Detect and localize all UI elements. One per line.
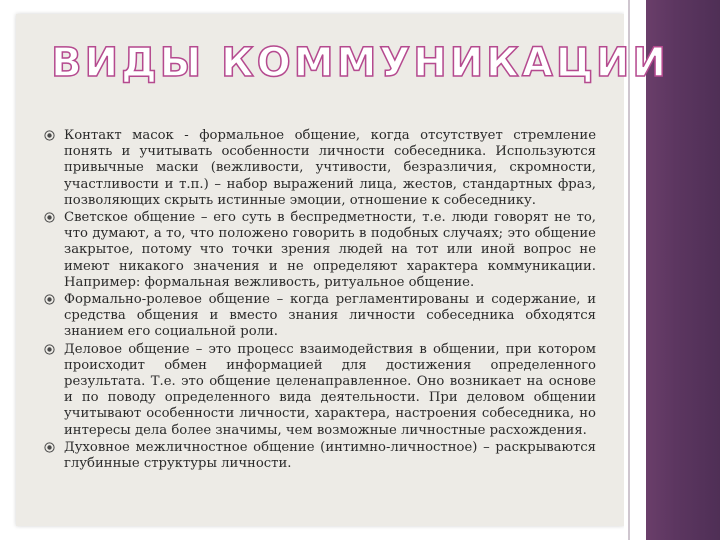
list-item <box>44 210 596 291</box>
target-bullet-icon <box>44 130 55 141</box>
target-bullet-icon <box>44 442 55 453</box>
list-item <box>44 128 596 209</box>
list-item <box>44 440 596 472</box>
list-item <box>44 292 596 341</box>
target-bullet-icon <box>44 212 55 223</box>
target-bullet-icon <box>44 344 55 355</box>
bullet-list <box>44 128 596 473</box>
list-item-text: Формально-ролевое общение – когда регламентированы и содержание, и средства общения и вместо знания личности собеседника обходятся знанием его социальной роли. <box>64 292 596 340</box>
list-item-text: Деловое общение – это процесс взаимодействия в общении, при котором происходит обмен информацией для достижения определенного результата. Т.е. это общение целенаправленное. Оно возникает на основе и по поводу определенного вида деятельности. При деловом общении учитывают особенности личности, характера, настроения собеседника, но интересы дела более значимы, чем возможные личностные расхождения. <box>64 341 596 438</box>
slide-title: ВИДЫ КОММУНИКАЦИИ <box>51 40 669 86</box>
list-item-text: Светское общение – его суть в беспредметности, т.е. люди говорят не то, что думают, а то, что положено говорить в подобных случаях; это общение закрытое, потому что точки зрения людей на тот или иной вопрос не имеют никакого значения и не определяют характера коммуникации. Например: формальная вежливость, ритуальное общение. <box>64 210 596 290</box>
list-item-text: Духовное межличностное общение (интимно-личностное) – раскрываются глубинные структуры личности. <box>64 439 596 472</box>
list-item-text: Контакт масок - формальное общение, когда отсутствует стремление понять и учитывать особенности личности собеседника. Используются привычные маски (вежливости, учтивости, безразличия, скромности, участливости и т.п.) – набор выражений лица, жестов, стандартных фраз, позволяющих скрыть истинные эмоции, отношение к собеседнику. <box>64 128 596 208</box>
target-bullet-icon <box>44 294 55 305</box>
list-item <box>44 342 596 439</box>
